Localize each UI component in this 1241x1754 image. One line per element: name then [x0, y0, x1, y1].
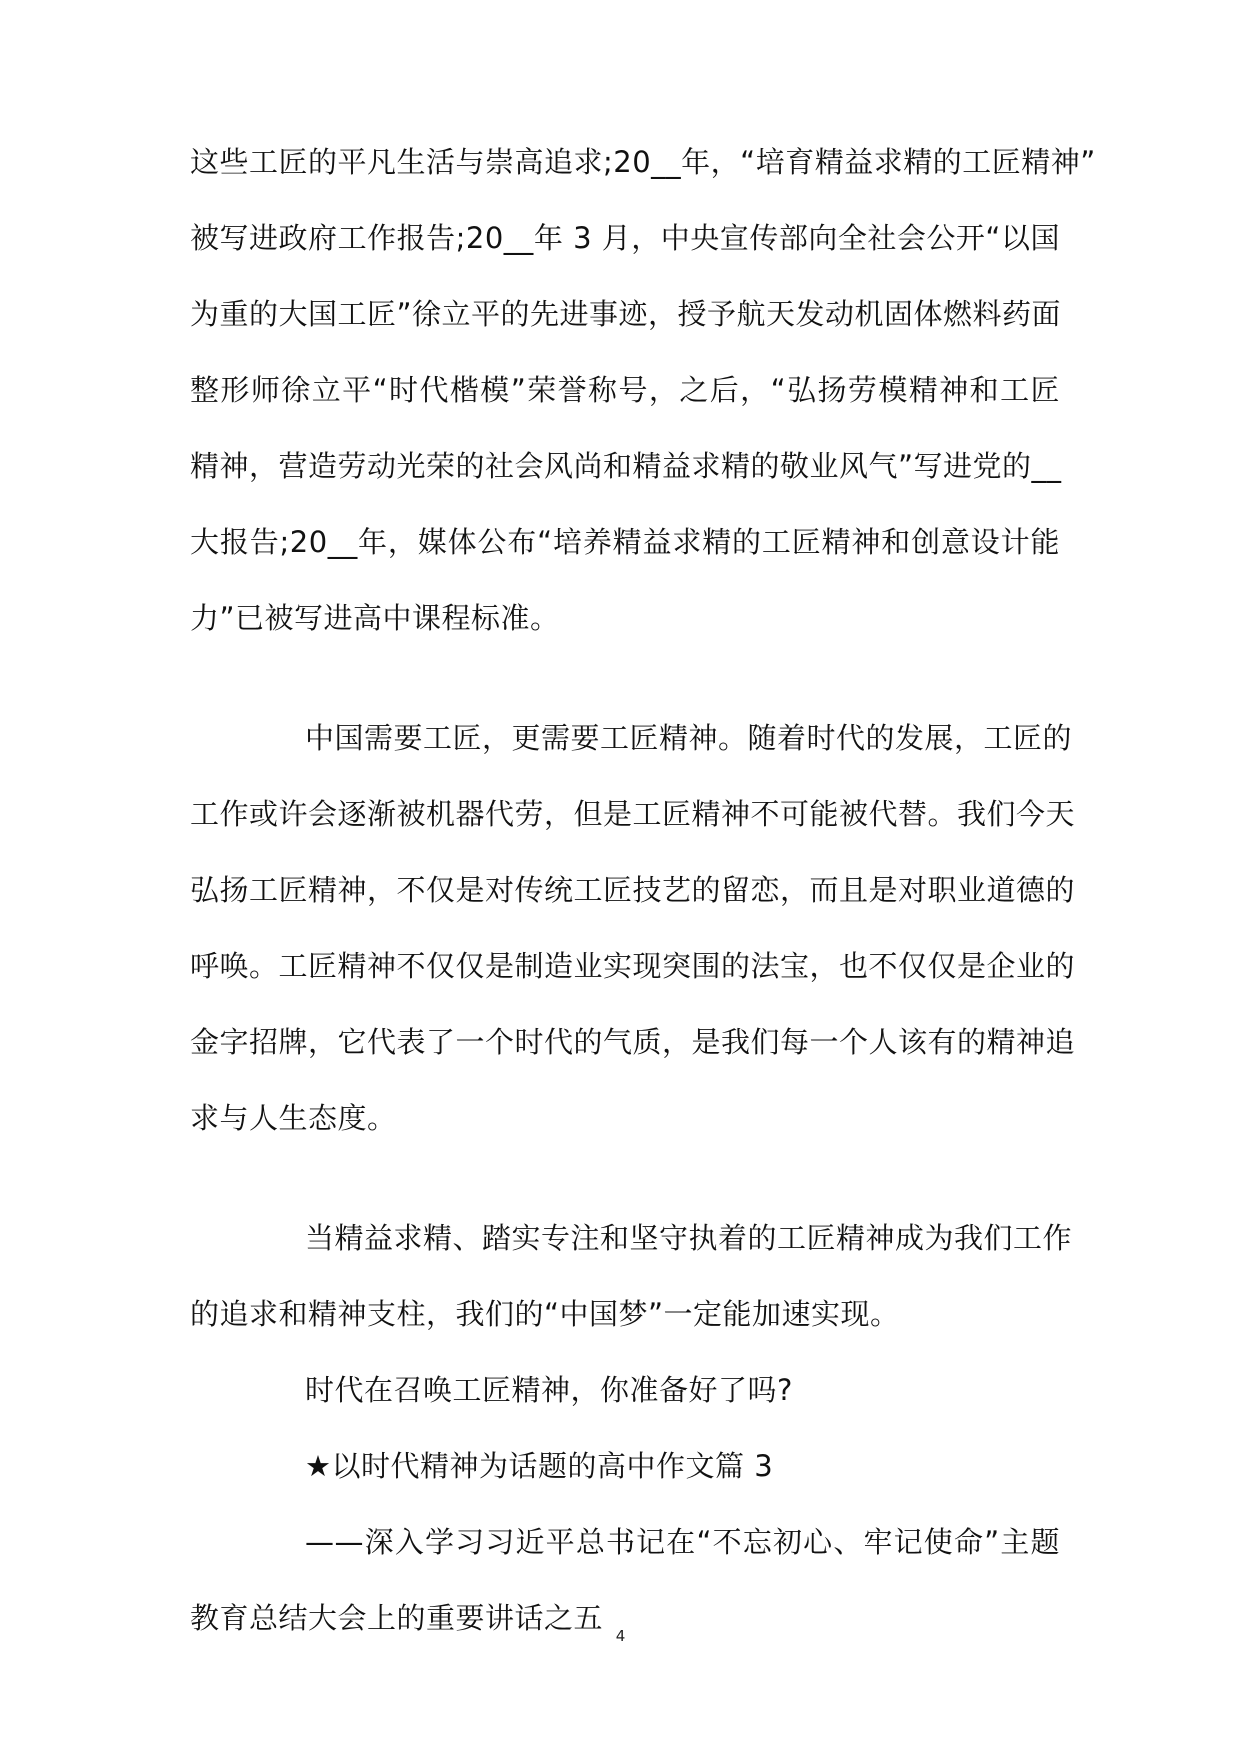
text-line: 精神，营造劳动光荣的社会风尚和精益求精的敬业风气”写进党的__ — [190, 449, 1062, 483]
section-heading: ★以时代精神为话题的高中作文篇 3 — [305, 1449, 774, 1483]
text-line: 整形师徐立平“时代楷模”荣誉称号，之后，“弘扬劳模精神和工匠 — [190, 373, 1060, 407]
paragraph-first-line: 中国需要工匠，更需要工匠精神。随着时代的发展，工匠的 — [305, 721, 1073, 755]
subtitle-line: 教育总结大会上的重要讲话之五 — [190, 1601, 604, 1635]
text-line: 呼唤。工匠精神不仅仅是制造业实现突围的法宝，也不仅仅是企业的 — [190, 949, 1076, 983]
text-line: 弘扬工匠精神，不仅是对传统工匠技艺的留恋，而且是对职业道德的 — [190, 873, 1076, 907]
text-line: 这些工匠的平凡生活与崇高追求;20__年，“培育精益求精的工匠精神” — [190, 145, 1096, 179]
subtitle-first-line: ——深入学习习近平总书记在“不忘初心、牢记使命”主题 — [305, 1525, 1060, 1559]
text-line: 大报告;20__年，媒体公布“培养精益求精的工匠精神和创意设计能 — [190, 525, 1060, 559]
text-line: 金字招牌，它代表了一个时代的气质，是我们每一个人该有的精神追 — [190, 1025, 1076, 1059]
text-line: 求与人生态度。 — [190, 1101, 397, 1135]
page-number: 4 — [615, 1627, 626, 1645]
text-line: 工作或许会逐渐被机器代劳，但是工匠精神不可能被代替。我们今天 — [190, 797, 1076, 831]
document-body — [190, 124, 1096, 1656]
text-line: 的追求和精神支柱，我们的“中国梦”一定能加速实现。 — [190, 1297, 900, 1331]
text-line: 力”已被写进高中课程标准。 — [190, 601, 560, 635]
paragraph-first-line: 当精益求精、踏实专注和坚守执着的工匠精神成为我们工作 — [305, 1221, 1073, 1255]
text-line: 为重的大国工匠”徐立平的先进事迹，授予航天发动机固体燃料药面 — [190, 297, 1062, 331]
paragraph-first-line: 时代在召唤工匠精神，你准备好了吗? — [305, 1373, 793, 1407]
text-line: 被写进政府工作报告;20__年 3 月，中央宣传部向全社会公开“以国 — [190, 221, 1060, 255]
